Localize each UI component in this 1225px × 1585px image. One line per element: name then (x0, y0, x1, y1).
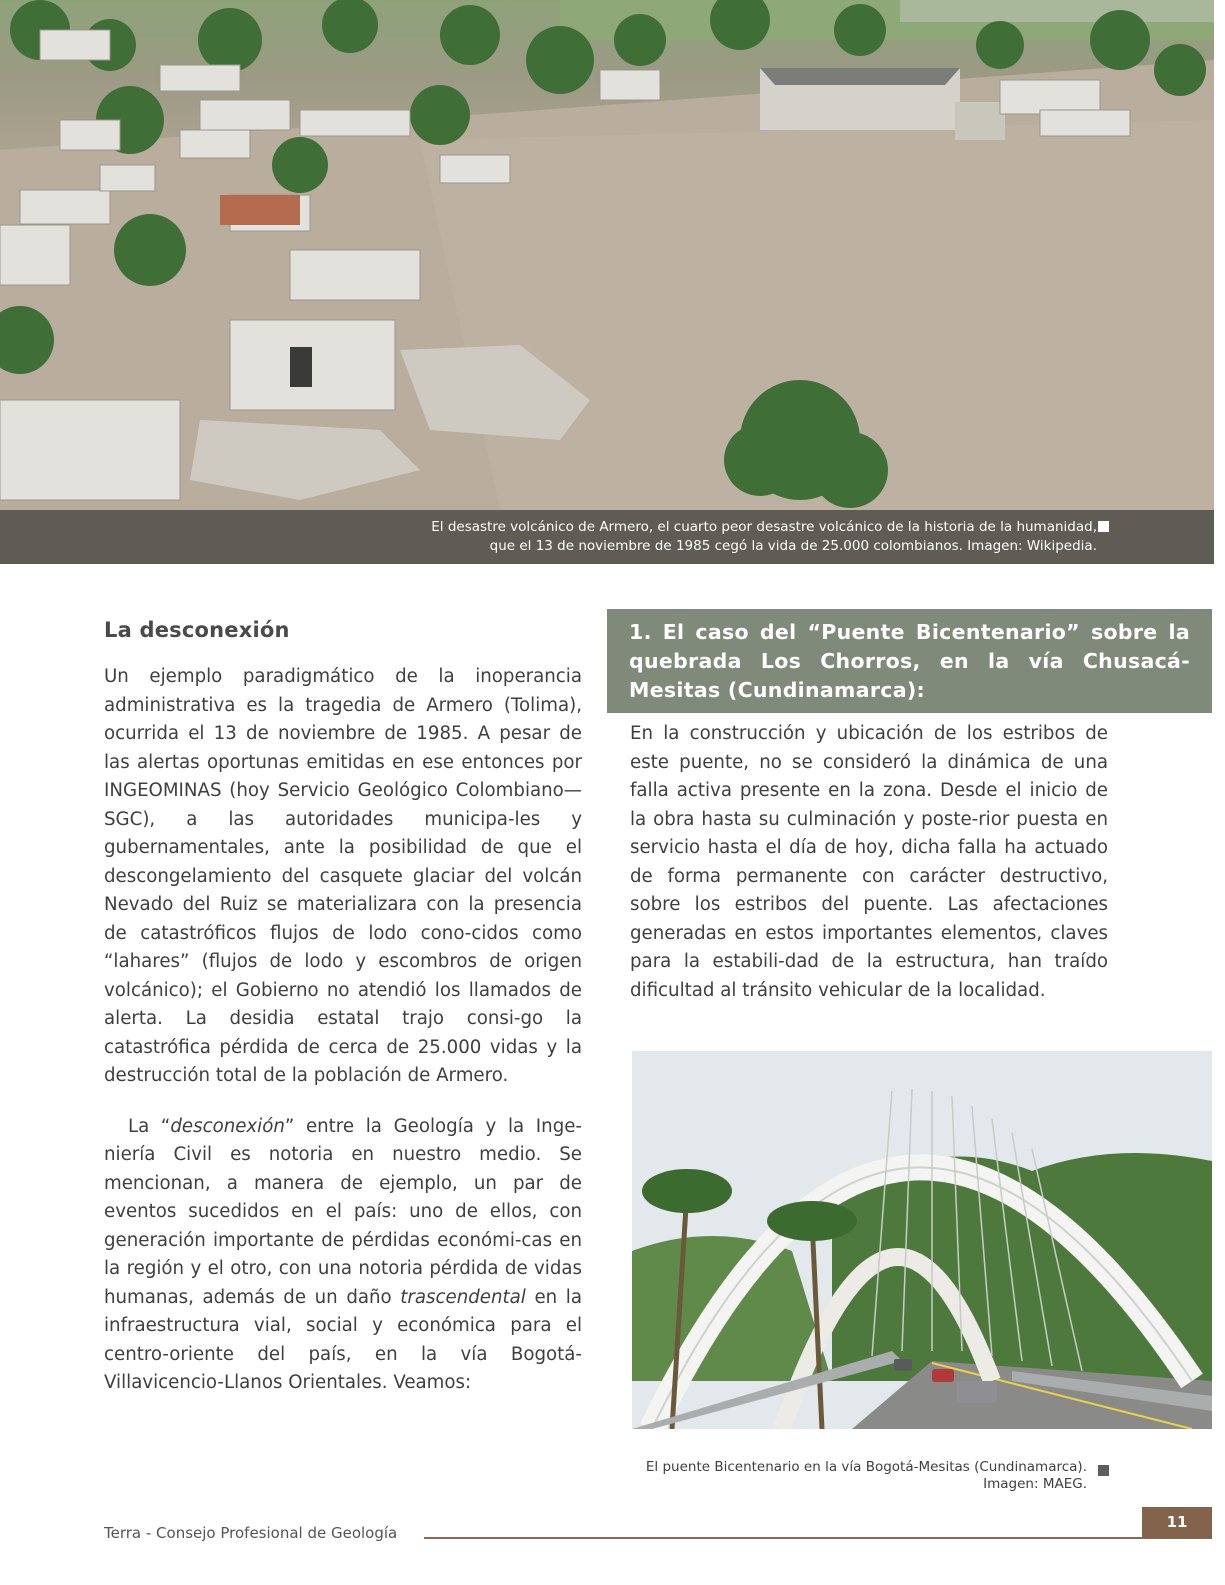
bridge-photo (632, 1051, 1212, 1429)
caption-marker-square (1098, 521, 1109, 532)
paragraph-desconexion-mid: ” entre la Geología y la Inge-niería Civil es notoria en nuestro medio. Se mencionan, a manera de ejemplo, un par de eventos sucedidos en el país: uno de ellos, con generación importante de pérdidas económi-cas en la región y el otro, con una notoria pérdida de vidas humanas, además de un daño (104, 1115, 582, 1308)
footer-rule (424, 1537, 1212, 1539)
top-caption-line-2: que el 13 de noviembre de 1985 cegó la vida de 25.000 colombianos. Imagen: Wikipedia. (489, 538, 1097, 554)
bridge-illustration (632, 1051, 1212, 1429)
paragraph-armero: Un ejemplo paradigmático de la inoperancia administrativa es la tragedia de Armero (Tolima), ocurrida el 13 de noviembre de 1985. A pesar de las alertas oportunas emitidas en ese entonces por INGEOMINAS (hoy Servicio Geológico Colombiano—SGC), a las autoridades municipa-les y gubernamentales, ante la posibilidad de que el descongelamiento del casquete glaciar del volcán Nevado del Ruiz se materializara con la presencia de catastróficos flujos de lodo cono-cidos como “lahares” (flujos de lodo y escombros de origen volcánico); el Gobierno no atendió los llamados de alerta. La desidia estatal trajo consi-go la catastrófica pérdida de cerca de 25.000 vidas y la destrucción total de la población de Armero. (104, 666, 582, 1086)
bridge-photo-caption (600, 1459, 1087, 1493)
paragraph-desconexion (104, 1113, 582, 1398)
italic-desconexion: desconexión (170, 1115, 285, 1137)
case-title-box (607, 609, 1212, 713)
bridge-caption-line-2: Imagen: MAEG. (983, 1476, 1087, 1492)
paragraph-desconexion-prefix: La “ (128, 1115, 171, 1137)
caption-marker-square (1098, 1465, 1109, 1476)
case-title: 1. El caso del “Puente Bicentenario” sobre la quebrada Los Chorros, en la vía Chusacá-Mesitas (Cundinamarca): (629, 620, 1190, 702)
armero-aerial-photo (0, 0, 1214, 564)
paragraph-puente: En la construcción y ubicación de los estribos de este puente, no se consideró la dinámica de una falla activa presente en la zona. Desde el inicio de la obra hasta su culminación y poste-rior puesta en servicio hasta el día de hoy, dicha falla ha actuado de forma permanente con carácter destructivo, sobre los estribos del puente. Las afectaciones generadas en estos importantes elementos, claves para la estabili-dad de la estructura, han traído dificultad al tránsito vehicular de la localidad. (630, 723, 1108, 1001)
footer-publication: Terra - Consejo Profesional de Geología (104, 1524, 398, 1542)
right-column (630, 720, 1108, 1005)
section-heading: La desconexión (104, 618, 290, 642)
paragraph-desconexion-suffix: en la infraestructura vial, social y económica para el centro-oriente del país, en la vía Bogotá-Villavicencio-Llanos Orientales. Veamos: (104, 1286, 582, 1393)
armero-photo-illustration (0, 0, 1214, 564)
bridge-caption-line-1: El puente Bicentenario en la vía Bogotá-Mesitas (Cundinamarca). (645, 1459, 1087, 1475)
left-column (104, 618, 582, 1398)
page-number: 11 (1142, 1507, 1212, 1538)
italic-trascendental: trascendental (400, 1286, 526, 1308)
top-photo-caption (337, 518, 1097, 556)
top-caption-line-1: El desastre volcánico de Armero, el cuarto peor desastre volcánico de la historia de la humanidad, (431, 519, 1097, 535)
